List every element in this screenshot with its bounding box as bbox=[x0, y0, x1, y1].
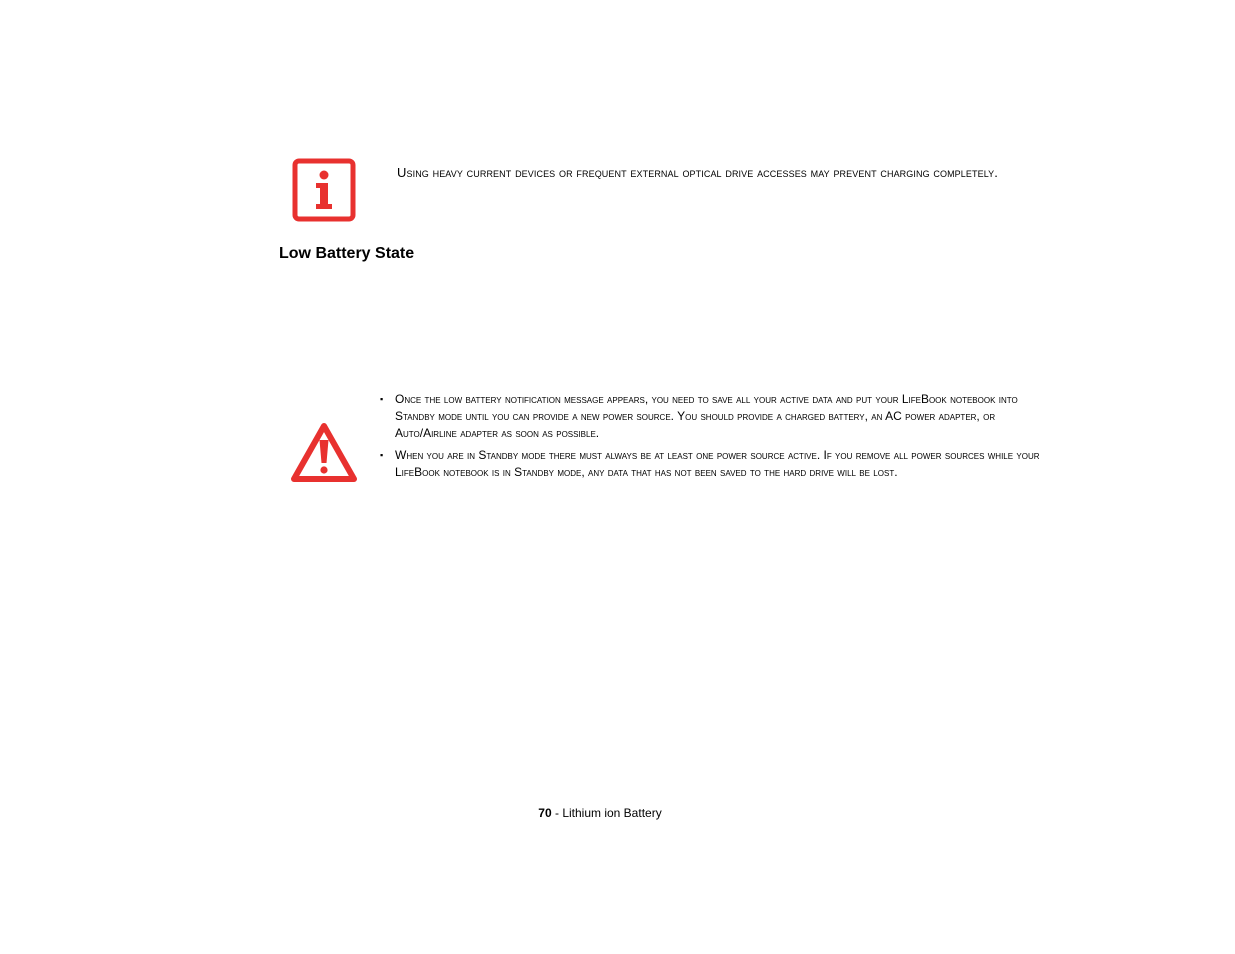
warning-item-text: Once the low battery notification message appears, you need to save all your active data and put your LifeBook notebook into Standby mode until you can provide a new power source. You should provide a charged battery, an AC power adapter, or Auto/Airline adapter as soon as possible. bbox=[395, 392, 1018, 440]
bullet-icon: ▪ bbox=[380, 394, 384, 404]
page-number: 70 bbox=[538, 806, 552, 820]
info-note-text: Using heavy current devices or frequent external optical drive accesses may prevent charging completely. bbox=[397, 165, 998, 180]
chapter-title: Lithium ion Battery bbox=[562, 806, 662, 820]
section-heading: Low Battery State bbox=[279, 245, 415, 262]
warning-item bbox=[380, 447, 1052, 481]
page-footer bbox=[0, 806, 1200, 820]
warning-item-text: When you are in Standby mode there must always be at least one power source active. If you remove all power sources while your LifeBook notebook is in Standby mode, any data that has not been saved to the hard drive will be lost. bbox=[395, 448, 1040, 479]
footer-separator: - bbox=[551, 806, 563, 820]
info-icon bbox=[292, 158, 356, 222]
bullet-icon: ▪ bbox=[380, 450, 384, 460]
warning-list bbox=[380, 391, 1052, 486]
warning-item bbox=[380, 391, 1052, 442]
warning-triangle-icon bbox=[290, 422, 358, 484]
